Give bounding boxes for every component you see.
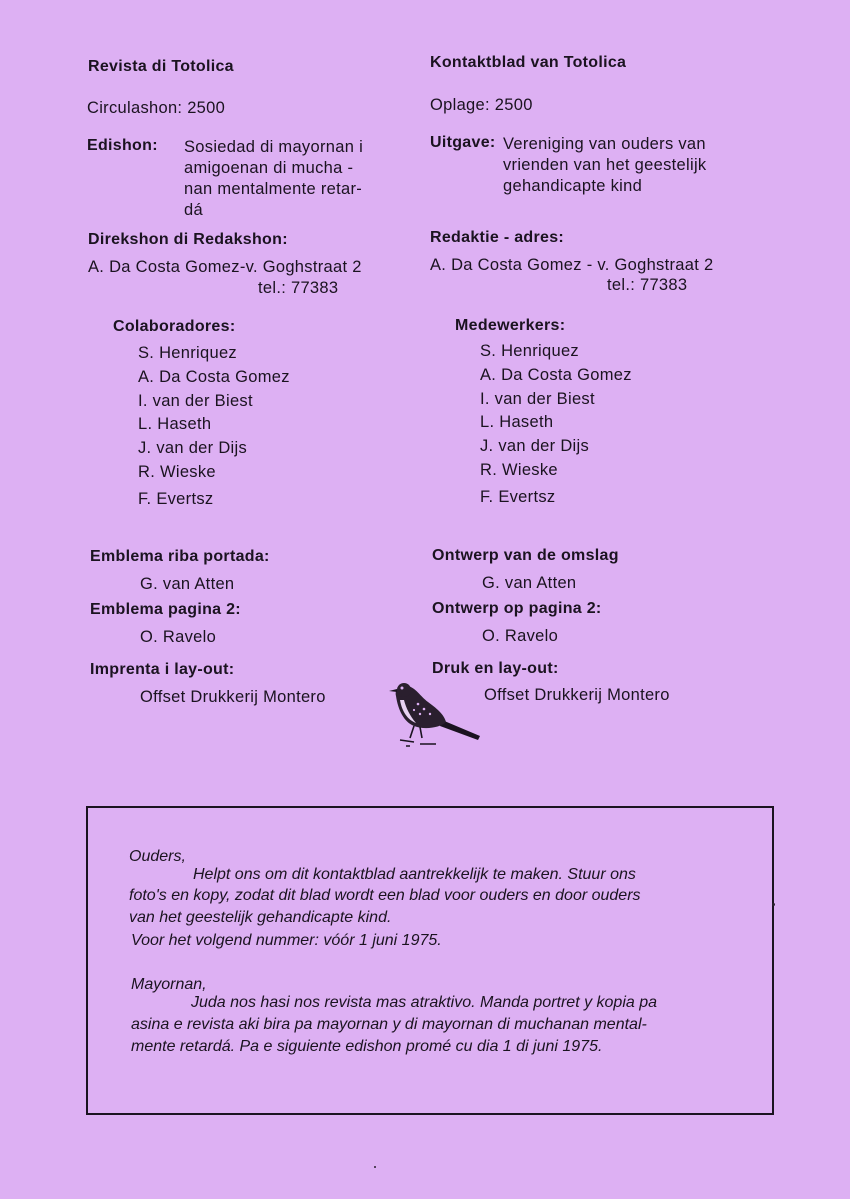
dutch-line: Voor het volgend nummer: vóór 1 juni 1975. — [131, 932, 442, 949]
right-page2-design-label: Ontwerp op pagina 2: — [432, 600, 602, 617]
right-circulation: Oplage: 2500 — [430, 96, 533, 114]
left-cover-emblem-label: Emblema riba portada: — [90, 548, 270, 565]
notice-box — [86, 806, 774, 1115]
list-item: F. Evertsz — [480, 487, 556, 506]
left-collaborators-label: Colaboradores: — [113, 318, 236, 335]
list-item: F. Evertsz — [138, 489, 214, 508]
dutch-line: van het geestelijk gehandicapte kind. — [129, 909, 392, 926]
right-page2-design-name: O. Ravelo — [482, 627, 559, 645]
right-edition-text — [503, 134, 706, 197]
left-phone: tel.: 77383 — [258, 279, 339, 297]
list-item: R. Wieske — [138, 462, 216, 481]
right-phone: tel.: 77383 — [607, 276, 688, 294]
totolica-wordmark — [345, 738, 495, 808]
right-direction-label: Redaktie - adres: — [430, 229, 565, 246]
list-item: A. Da Costa Gomez — [138, 367, 290, 386]
list-item: A. Da Costa Gomez — [480, 365, 632, 384]
dutch-salutation: Ouders, — [129, 848, 186, 865]
list-item: J. van der Dijs — [138, 439, 248, 458]
left-edition-line: dá — [184, 201, 203, 219]
right-title: Kontaktblad van Totolica — [430, 54, 627, 71]
list-item: R. Wieske — [480, 460, 558, 479]
right-printer: Offset Drukkerij Montero — [484, 686, 670, 704]
papiamentu-line: asina e revista aki bira pa mayornan y di mayornan di muchanan mental- — [131, 1016, 647, 1033]
left-cover-emblem-name: G. van Atten — [140, 575, 235, 593]
list-item: J. van der Dijs — [480, 437, 590, 456]
left-address: A. Da Costa Gomez-v. Goghstraat 2 — [88, 258, 362, 276]
left-edition-line: nan mentalmente retar- — [184, 180, 363, 198]
left-print-label: Imprenta i lay-out: — [90, 661, 235, 678]
right-print-label: Druk en lay-out: — [432, 660, 559, 677]
left-direction-label: Direkshon di Redakshon: — [88, 231, 288, 248]
dutch-line: Helpt ons om dit kontaktblad aantrekkelijk te maken. Stuur ons — [193, 866, 636, 883]
papiamentu-line: mente retardá. Pa e siguiente edishon promé cu dia 1 di juni 1975. — [131, 1038, 603, 1055]
list-item: L. Haseth — [138, 415, 212, 434]
speck — [772, 903, 775, 906]
list-item: I. van der Biest — [138, 391, 253, 410]
papiamentu-salutation: Mayornan, — [131, 976, 207, 993]
left-page2-emblem-label: Emblema pagina 2: — [90, 601, 241, 618]
left-printer: Offset Drukkerij Montero — [140, 688, 326, 706]
right-collaborators-list — [480, 340, 632, 510]
right-cover-design-label: Ontwerp van de omslag — [432, 547, 619, 564]
dutch-line: foto's en kopy, zodat dit blad wordt een blad voor ouders en door ouders — [129, 887, 641, 904]
right-edition-line: vrienden van het geestelijk — [503, 156, 707, 174]
left-collaborators-list — [138, 342, 290, 512]
left-edition-text — [184, 137, 363, 221]
right-edition-label: Uitgave: — [430, 134, 496, 151]
right-edition-line: gehandicapte kind — [503, 177, 643, 195]
right-collaborators-label: Medewerkers: — [455, 317, 566, 334]
list-item: S. Henriquez — [480, 342, 579, 360]
left-title: Revista di Totolica — [88, 58, 234, 75]
left-edition-line: Sosiedad di mayornan i — [184, 138, 364, 156]
right-edition-line: Vereniging van ouders van — [503, 135, 706, 153]
list-item: I. van der Biest — [480, 389, 595, 408]
list-item: L. Haseth — [480, 413, 554, 432]
left-edition-label: Edishon: — [87, 137, 158, 154]
left-circulation: Circulashon: 2500 — [87, 99, 226, 117]
left-page2-emblem-name: O. Ravelo — [140, 628, 217, 646]
speck — [374, 1166, 376, 1168]
papiamentu-line: Juda nos hasi nos revista mas atraktivo. Manda portret y kopia pa — [191, 994, 658, 1011]
right-address: A. Da Costa Gomez - v. Goghstraat 2 — [430, 256, 714, 274]
right-cover-design-name: G. van Atten — [482, 574, 577, 592]
left-edition-line: amigoenan di mucha - — [184, 159, 354, 177]
list-item: S. Henriquez — [138, 344, 237, 362]
